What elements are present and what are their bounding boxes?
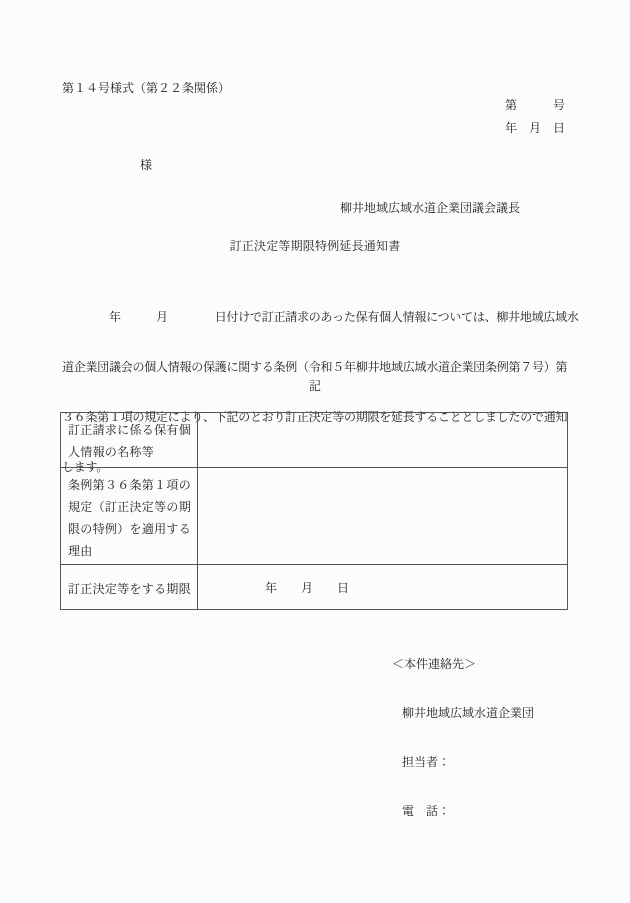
contact-organization: 柳井地域広域水道企業団 (402, 706, 535, 720)
contact-block (392, 625, 534, 851)
contact-header: ＜本件連絡先＞ (392, 657, 477, 671)
row-label-line: 訂正決定等をする期限 (68, 582, 192, 596)
table-row (61, 413, 568, 468)
record-marker: 記 (308, 379, 321, 393)
body-line: します。 (62, 460, 109, 474)
row-label-line: 人情報の名称等 (68, 445, 155, 459)
body-line: ３６条第１項の規定により、下記のとおり訂正決定等の期限を延長することとしましたので通知 (62, 410, 568, 424)
sender-title: 柳井地域広域水道企業団議会議長 (340, 201, 521, 215)
row-label-line: 規定（訂正決定等の期 (68, 500, 192, 514)
body-line: 年 月 日付けで訂正請求のあった保有個人情報については、柳井地域広域水 (62, 310, 579, 324)
contact-phone-label: 電 話： (402, 804, 451, 818)
row-label-line: 理由 (68, 544, 93, 558)
recipient-honorific: 様 (140, 158, 153, 172)
document-title: 訂正決定等期限特例延長通知書 (229, 239, 401, 253)
body-line: 道企業団議会の個人情報の保護に関する条例（令和５年柳井地域広域水道企業団条例第７号）第 (62, 360, 568, 374)
form-number: 第１４号様式（第２２条関係） (62, 81, 231, 95)
row-value (198, 413, 568, 468)
document-date-line: 年 月 日 (504, 121, 565, 135)
table-row (61, 468, 568, 565)
details-table (60, 412, 568, 610)
row-label-line: 条例第３６条第１項の (68, 478, 192, 492)
row-label-line: 限の特例）を適用する (68, 522, 192, 536)
row-label (61, 413, 198, 468)
row-label (61, 565, 198, 610)
row-label (61, 468, 198, 565)
document-number-line: 第 号 (504, 98, 565, 112)
row-label-line: 訂正請求に係る保有個 (68, 423, 192, 437)
table-row (61, 565, 568, 610)
row-value: 年 月 日 (198, 565, 568, 610)
contact-person-label: 担当者： (402, 755, 451, 769)
row-value (198, 468, 568, 565)
